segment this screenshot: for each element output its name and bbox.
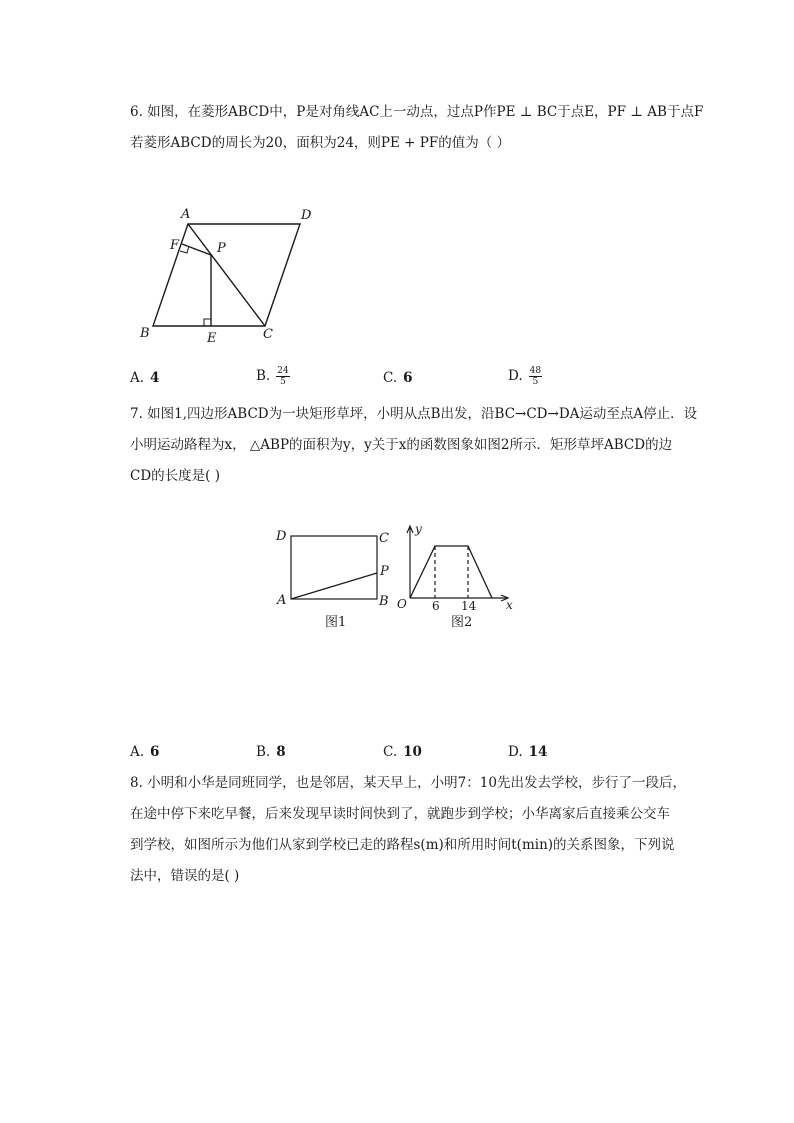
q6-rhombus-figure bbox=[135, 203, 335, 353]
label-E: E bbox=[207, 331, 217, 346]
q7-stem-line1: 7. 如图1,四边形ABCD为一块矩形草坪，小明从点B出发，沿BC→CD→DA运动至点A停止．设 bbox=[130, 406, 698, 422]
fig1-label-B: B bbox=[379, 594, 389, 609]
fig2-caption: 图2 bbox=[451, 615, 473, 630]
q8-stem-line2: 在途中停下来吃早餐，后来发现早读时间快到了，就跑步到学校；小华离家后直接乘公交车 bbox=[130, 806, 670, 822]
q6-stem-line2: 若菱形ABCD的周长为20，面积为24，则PE + PF的值为（ ） bbox=[130, 135, 511, 151]
label-C: C bbox=[263, 327, 273, 342]
label-P: P bbox=[217, 241, 226, 256]
fig1-caption: 图1 bbox=[325, 615, 347, 630]
q6-stem-line1: 6. 如图，在菱形ABCD中，P是对角线AC上一动点，过点P作PE ⊥ BC于点E，PF ⊥ AB于点F bbox=[130, 104, 704, 120]
label-D: D bbox=[301, 208, 312, 223]
fig1-label-P: P bbox=[380, 564, 389, 579]
fig1-label-A: A bbox=[277, 593, 287, 608]
origin-label: O bbox=[397, 597, 407, 611]
q6-option-b[interactable]: B. $\frac{24}{5}$ bbox=[256, 366, 289, 387]
axis-y-label: y bbox=[415, 522, 422, 536]
label-B: B bbox=[140, 326, 150, 341]
q8-stem-line4: 法中，错误的是( ) bbox=[130, 868, 240, 884]
label-F: F bbox=[170, 238, 180, 253]
q6-option-c[interactable]: C. 6 bbox=[383, 370, 413, 386]
q7-option-c[interactable]: C. 10 bbox=[383, 744, 422, 760]
q6-option-d[interactable]: D. $\frac{48}{5}$ bbox=[508, 366, 542, 387]
fraction: $\frac{24}{5}$ bbox=[277, 366, 289, 387]
tick-label: 6 bbox=[432, 599, 440, 613]
label-A: A bbox=[181, 207, 191, 222]
tick-label: 14 bbox=[461, 599, 477, 613]
q6-option-a[interactable]: A. 4 bbox=[130, 370, 160, 386]
q8-stem-line1: 8. 小明和小华是同班同学，也是邻居，某天早上，小明7：10先出发去学校，步行了一段后， bbox=[130, 775, 686, 791]
q7-figure2-graph bbox=[395, 520, 525, 635]
fig1-label-D: D bbox=[276, 529, 287, 544]
q7-figure1-rectangle bbox=[270, 525, 400, 635]
q7-stem-line2: 小明运动路程为x， △ABP的面积为y，y关于x的函数图象如图2所示．矩形草坪ABCD的边 bbox=[130, 437, 673, 453]
q7-stem-line3: CD的长度是( ) bbox=[130, 468, 220, 484]
fig1-label-C: C bbox=[379, 531, 389, 546]
q7-option-b[interactable]: B. 8 bbox=[256, 744, 286, 760]
q7-option-a[interactable]: A. 6 bbox=[130, 744, 160, 760]
axis-x-label: x bbox=[506, 598, 513, 612]
q8-stem-line3: 到学校，如图所示为他们从家到学校已走的路程s(m)和所用时间t(min)的关系图象，下列说 bbox=[130, 837, 675, 853]
q7-option-d[interactable]: D. 14 bbox=[508, 744, 548, 760]
fraction: $\frac{48}{5}$ bbox=[529, 366, 542, 387]
